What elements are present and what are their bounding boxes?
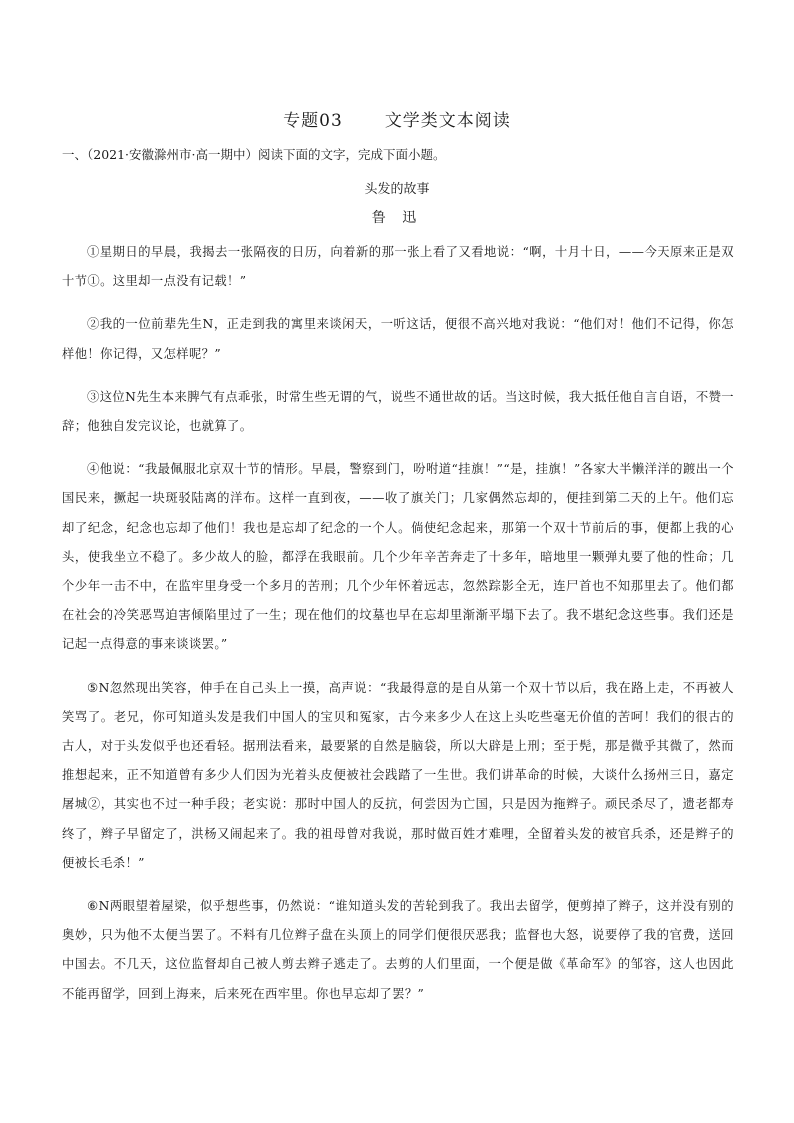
- paragraph-1: ①星期日的早晨，我揭去一张隔夜的日历，向着新的那一张上看了又看地说：“啊，十月十日，——今天原来正是双十节①。这里却一点没有记载！”: [62, 245, 734, 289]
- document-title: [0, 106, 794, 131]
- paragraph-5: ⑤N忽然现出笑容，伸手在自己头上一摸，高声说：“我最得意的是自从第一个双十节以后，我在路上走，不再被人笑骂了。老兄，你可知道头发是我们中国人的宝贝和冤家，古今来多少人在这上头吃些毫无价值的苦呵！我们的很古的古人，对于头发似乎也还看轻。据刑法看来，最要紧的自然是脑袋，所以大辟是上刑；至于髡，那是微乎其微了，然而推想起来，正不知道曾有多少人们因为光着头皮便被社会践踏了一生世。我们讲革命的时候，大谈什么扬州三日，嘉定屠城②，其实也不过一种手段；老实说：那时中国人的反抗，何尝因为亡国，只是因为拖辫子。顽民杀尽了，遗老都寿终了，辫子早留定了，洪杨又闹起来了。我的祖母曾对我说，那时做百姓才难哩，全留着头发的被官兵杀，还是辫子的便被长毛杀！”: [62, 680, 734, 870]
- paragraph-6: ⑥N两眼望着屋梁，似乎想些事，仍然说：“谁知道头发的苦轮到我了。我出去留学，便剪掉了辫子，这并没有别的奥妙，只为他不太便当罢了。不料有几位辫子盘在头顶上的同学们便很厌恶我；监督也大怒，说要停了我的官费，送回中国去。不几天，这位监督却自己被人剪去辫子逃走了。去剪的人们里面，一个便是做《革命军》的邹容，这人也因此不能再留学，回到上海来，后来死在西牢里。你也早忘却了罢？”: [62, 899, 734, 1001]
- story-body: [62, 238, 734, 1023]
- title-topic-number: 专题03: [283, 111, 343, 131]
- story-title: 头发的故事: [364, 182, 430, 197]
- question-intro: 一、（2021·安徽滁州市·高一期中）阅读下面的文字，完成下面小题。: [62, 147, 446, 162]
- story-author: 鲁 迅: [371, 210, 423, 226]
- paragraph-3: ③这位N先生本来脾气有点乖张，时常生些无谓的气，说些不通世故的话。当这时候，我大抵任他自言自语，不赞一辞；他独自发完议论，也就算了。: [62, 389, 734, 434]
- paragraph-2: ②我的一位前辈先生N，正走到我的寓里来谈闲天，一听这话，便很不高兴地对我说：“他们对！他们不记得，你怎样他！你记得，又怎样呢？”: [62, 317, 734, 361]
- title-topic-name: 文学类文本阅读: [384, 111, 511, 131]
- paragraph-4: ④他说：“我最佩服北京双十节的情形。早晨，警察到门，吩咐道“挂旗！”“是，挂旗！”各家大半懒洋洋的踱出一个国民来，撅起一块斑驳陆离的洋布。这样一直到夜，——收了旗关门；几家偶然忘却的，便挂到第二天的上午。他们忘却了纪念，纪念也忘却了他们！我也是忘却了纪念的一个人。倘使纪念起来，那第一个双十节前后的事，便都上我的心头，使我坐立不稳了。多少故人的脸，都浮在我眼前。几个少年辛苦奔走了十多年，暗地里一颗弹丸要了他的性命；几个少年一击不中，在监牢里身受一个多月的苦刑；几个少年怀着远志，忽然踪影全无，连尸首也不知那里去了。他们都在社会的冷笑恶骂迫害倾陷里过了一生；现在他们的坟墓也早在忘却里渐渐平塌下去了。我不堪纪念这些事。我们还是记起一点得意的事来谈谈罢。”: [62, 462, 734, 652]
